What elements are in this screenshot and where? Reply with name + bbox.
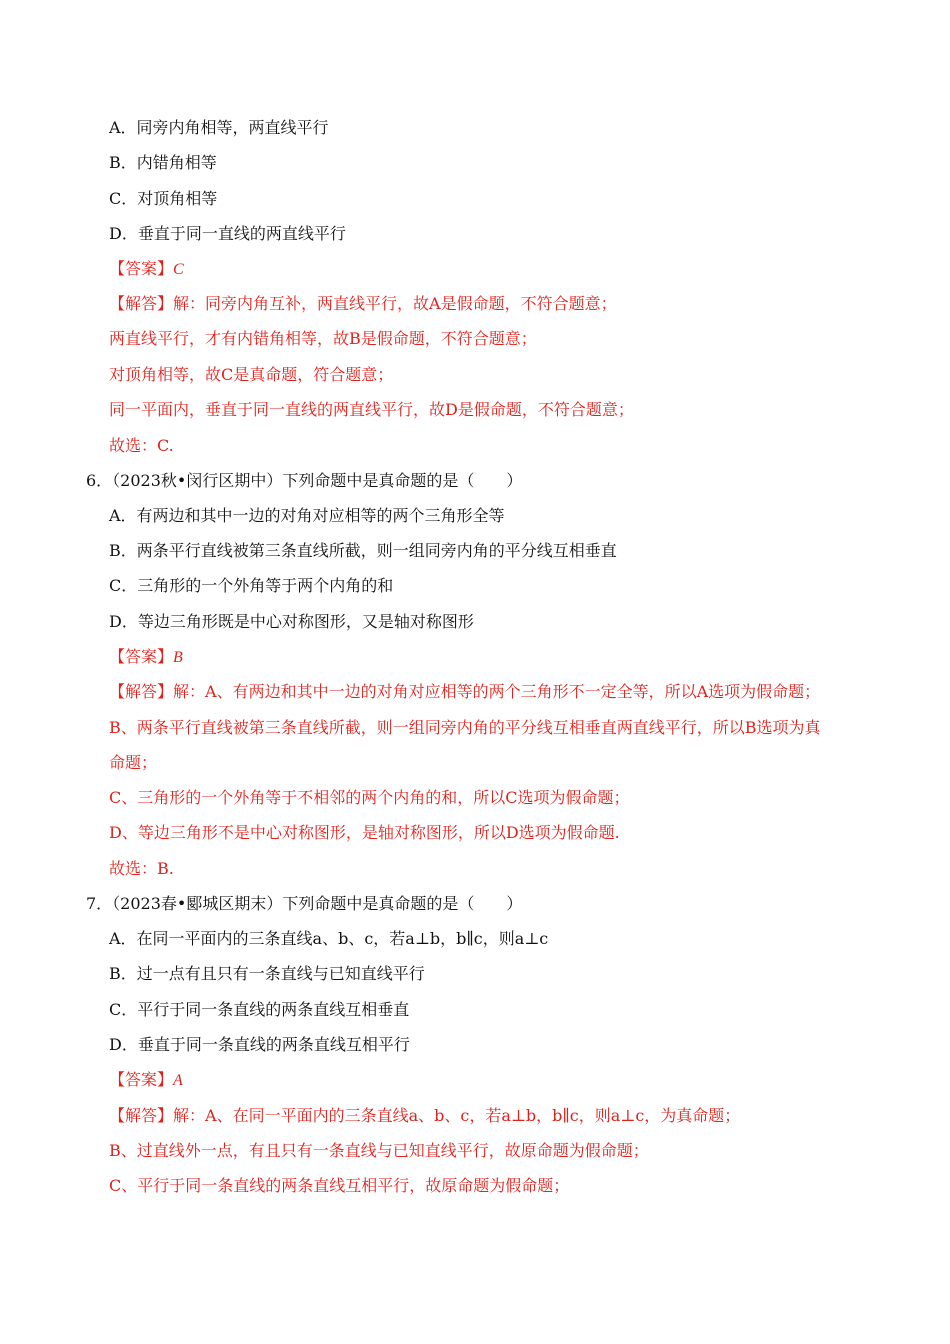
q6-analysis-line (109, 682, 820, 702)
analysis-text: 解：A、在同一平面内的三条直线a、b、c，若a⊥b，b∥c，则a⊥c，为真命题； (173, 1106, 741, 1125)
q6-stem: 6．（2023秋•闵行区期中）下列命题中是真命题的是（ ） (86, 471, 523, 490)
q6-option-c: C．三角形的一个外角等于两个内角的和 (109, 576, 394, 595)
answer-label: 【答案】 (109, 647, 174, 666)
q5-option-b: B．内错角相等 (109, 153, 217, 172)
analysis-text: 解：同旁内角互补，两直线平行，故A是假命题，不符合题意； (173, 294, 617, 313)
q5-option-c: C．对顶角相等 (109, 189, 218, 208)
q7-analysis-line (109, 1106, 740, 1126)
answer-label: 【答案】 (109, 259, 174, 278)
q5-analysis-line: 两直线平行，才有内错角相等，故B是假命题，不符合题意； (109, 329, 537, 348)
q5-analysis-line: 故选：C. (109, 436, 174, 455)
q6-analysis-line: C、三角形的一个外角等于不相邻的两个内角的和，所以C选项为假命题； (109, 788, 630, 807)
analysis-text: 解：A、有两边和其中一边的对角对应相等的两个三角形不一定全等，所以A选项为假命题； (173, 682, 821, 701)
q5-analysis-line: 对顶角相等，故C是真命题，符合题意； (109, 365, 394, 384)
analysis-label: 【解答】 (109, 682, 174, 701)
answer-value: A (173, 1072, 183, 1089)
answer-label: 【答案】 (109, 1070, 174, 1089)
q5-analysis-line (109, 294, 617, 314)
q5-option-d: D．垂直于同一直线的两直线平行 (109, 224, 346, 243)
q6-analysis-line: D、等边三角形不是中心对称图形，是轴对称图形，所以D选项为假命题. (109, 823, 620, 842)
q6-analysis-line: 故选：B. (109, 859, 174, 878)
q7-option-c: C．平行于同一条直线的两条直线互相垂直 (109, 1000, 410, 1019)
q7-analysis-line: C、平行于同一条直线的两条直线互相平行，故原命题为假命题； (109, 1176, 570, 1195)
analysis-label: 【解答】 (109, 1106, 174, 1125)
q6-option-b: B．两条平行直线被第三条直线所截，则一组同旁内角的平分线互相垂直 (109, 541, 617, 560)
q5-answer (109, 259, 184, 280)
q6-analysis-line: B、两条平行直线被第三条直线所截，则一组同旁内角的平分线互相垂直两直线平行，所以B选项为真 (109, 718, 821, 737)
q6-option-d: D．等边三角形既是中心对称图形，又是轴对称图形 (109, 612, 474, 631)
answer-value: B (173, 649, 183, 666)
analysis-label: 【解答】 (109, 294, 174, 313)
q7-answer (109, 1070, 183, 1091)
q7-stem: 7．（2023春•郾城区期末）下列命题中是真命题的是（ ） (86, 894, 523, 913)
q6-option-a: A．有两边和其中一边的对角对应相等的两个三角形全等 (109, 506, 505, 525)
q7-option-a: A．在同一平面内的三条直线a、b、c，若a⊥b，b∥c，则a⊥c (109, 929, 549, 948)
q5-option-a: A．同旁内角相等，两直线平行 (109, 118, 329, 137)
q7-analysis-line: B、过直线外一点，有且只有一条直线与已知直线平行，故原命题为假命题； (109, 1141, 649, 1160)
q6-analysis-line: 命题； (109, 753, 158, 772)
q7-option-b: B．过一点有且只有一条直线与已知直线平行 (109, 964, 425, 983)
answer-value: C (173, 261, 184, 278)
q6-answer (109, 647, 183, 668)
q5-analysis-line: 同一平面内，垂直于同一直线的两直线平行，故D是假命题，不符合题意； (109, 400, 634, 419)
q7-option-d: D．垂直于同一条直线的两条直线互相平行 (109, 1035, 410, 1054)
